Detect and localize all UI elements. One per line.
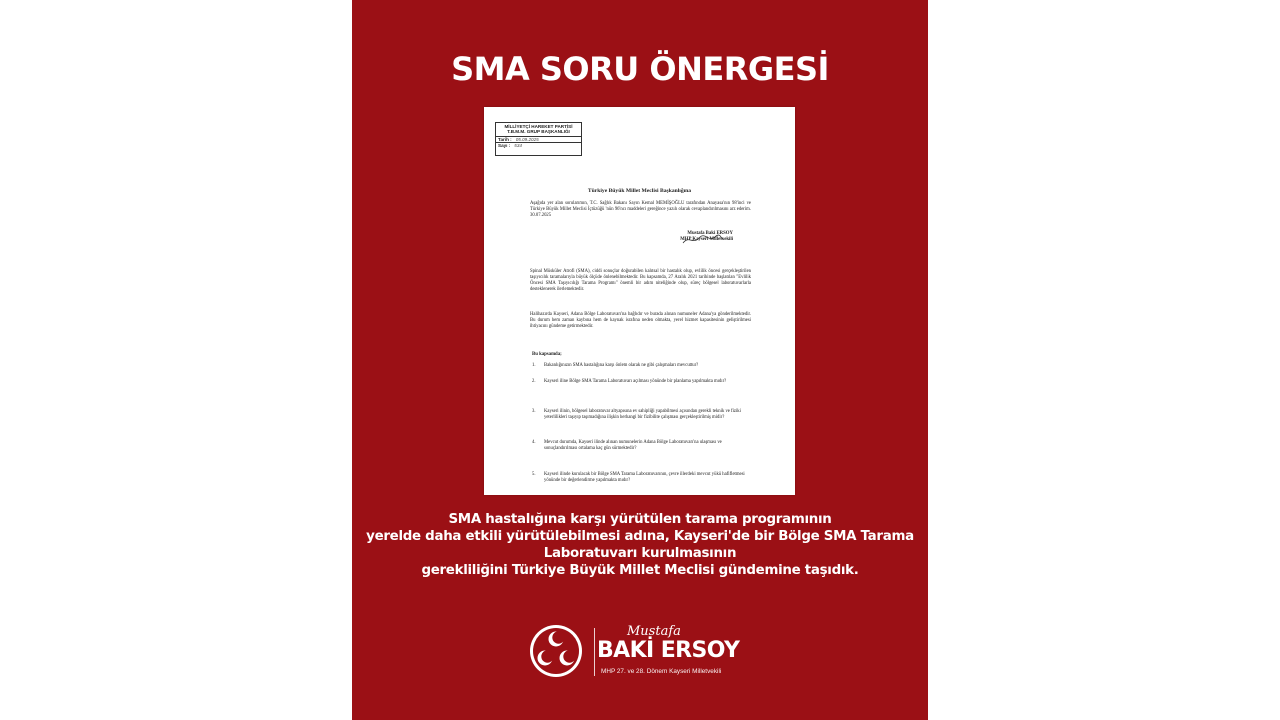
signer-title: MHP Kayseri Milletvekili (680, 237, 733, 243)
stamp-number-row: Sayı : 534 (498, 143, 522, 149)
brand-name: BAKİ ERSOY (597, 638, 740, 663)
brand-divider (594, 628, 595, 676)
brand-signature (529, 624, 751, 684)
brand-subtitle: MHP 27. ve 28. Dönem Kayseri Milletvekili (601, 668, 722, 675)
question-item: 3. Kayseri ilinin, bölgesel laboratuvar altyapısına ev sahipliği yapabilmesi açısından gerekli teknik ve fiziki yeterlilikleri taşıyıp taşımadığına ilişkin herhangi bir fizibilite çalışması gerçekleştirilmiş midir? (532, 409, 741, 421)
poster (352, 0, 928, 720)
caption-line: yerelde daha etkili yürütülebilmesi adına, Kayseri'de bir Bölge SMA Tarama (366, 529, 914, 544)
mhp-crescents-emblem-icon (529, 624, 583, 678)
document-intro: Aşağıda yer alan sorularımın, T.C. Sağlık Bakanı Sayın Kemal MEMİŞOĞLU tarafından Anayasa'nın 98'inci ve Türkiye Büyük Millet Meclisi İçtüzüğü 'nün 96'ncı maddeleri gereğince yazılı olarak cevaplandırılmasını arz ederim. 30.07.2025 (530, 201, 751, 219)
stamp-number-value: 534 (514, 143, 522, 149)
questions-heading: Bu kapsamda; (532, 352, 562, 357)
stamp-title-1: MİLLİYETÇİ HAREKET PARTİSİ (504, 124, 573, 129)
question-item: 5. Kayseri ilinde kurulacak bir Bölge SMA Tarama Laboratuvarının, çevre illerdeki mevcut yükü hafifletmesi yönünde bir değerlendirme yapılmakta mıdır? (532, 472, 745, 484)
question-item: 2. Kayseri iline Bölge SMA Tarama Laboratuvarı açılması yönünde bir planlama yapılmakta mıdır? (532, 379, 727, 384)
stamp-date-value: 05.09.2025 (515, 136, 539, 142)
stamp-date-row: Tarih : 05.09.2025 (496, 137, 581, 143)
stamp-title-2: T.B.M.M. GRUP BAŞKANLIĞI (507, 129, 570, 135)
document-title: Türkiye Büyük Millet Meclisi Başkanlığına (587, 188, 692, 194)
signature-block (680, 231, 733, 244)
document-paragraph-2: Halihazırda Kayseri, Adana Bölge Laboratuvarı'na bağlıdır ve burada alınan numuneler Adana'ya gönderilmektedir. Bu durum hem zaman kaybına hem de kaynak israfına neden olmakta, yerel hizmet kapasitesinin geliştirilmesi ihtiyacını gündeme getirmektedir. (530, 312, 751, 330)
question-item: 4. Mevcut durumda, Kayseri ilinde alınan numunelerin Adana Bölge Laboratuvarı'na ulaşması ve sonuçlandırılması ortalama kaç gün sürmektedir? (532, 440, 722, 452)
party-stamp (495, 122, 582, 156)
signer-name: Mustafa Baki ERSOY (687, 231, 733, 236)
brand-script-name: Mustafa (627, 624, 681, 639)
caption (352, 511, 928, 579)
caption-line: gerekliliğini Türkiye Büyük Millet Meclisi gündemine taşıdık. (421, 563, 859, 578)
document-scan (484, 107, 795, 495)
document-paragraph-1: Spinal Müsküler Atrofi (SMA), ciddi sonuçlar doğurabilen kalıtsal bir hastalık olup, evlilik öncesi gerçekleştirilen taşıyıcılık taramalarıyla büyük ölçüde önlenebilmektedir. Bu kapsamda, 27 Aralık 2021 tarihinde başlatılan "Evlilik Öncesi SMA Taşıyıcılığı Tarama Programı" önemli bir adım niteliğinde olup, süreç bölgesel laboratuvarlarla desteklenerek ilerlemektedir. (530, 269, 751, 293)
caption-line: Laboratuvarı kurulmasının (543, 546, 737, 561)
caption-line: SMA hastalığına karşı yürütülen tarama programının (448, 512, 832, 527)
headline: SMA SORU ÖNERGESİ (451, 50, 829, 88)
question-item: 1. Bakanlığınızın SMA hastalığına karşı önlem olarak ne gibi çalışmaları mevcuttur? (532, 363, 699, 368)
